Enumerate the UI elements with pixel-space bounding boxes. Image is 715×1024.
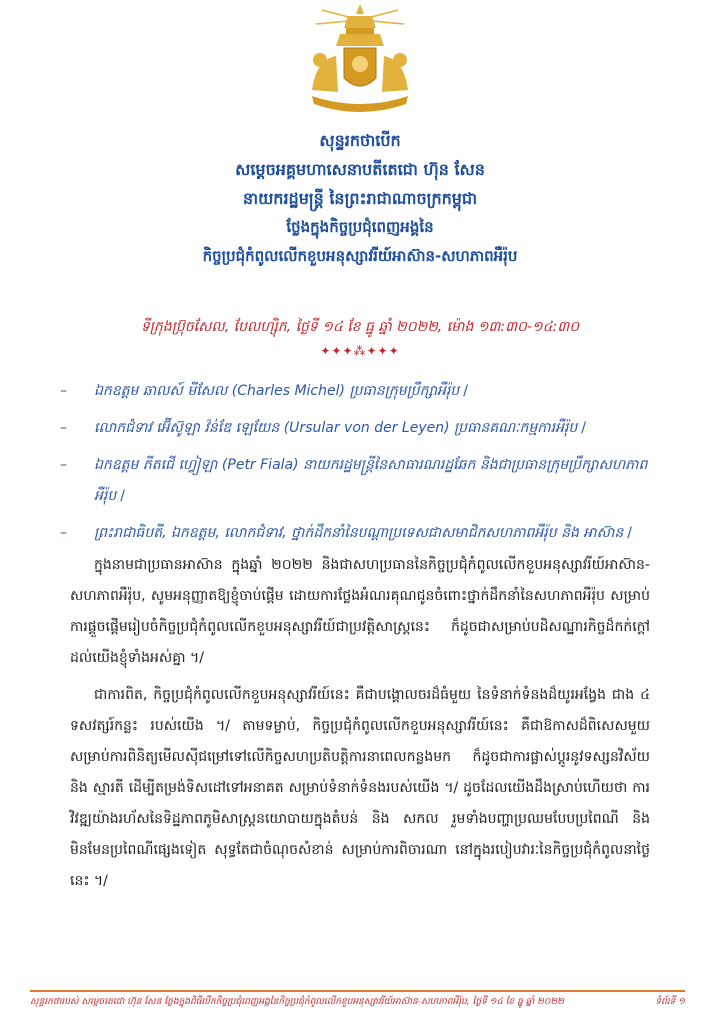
pause-mark: / [463,383,468,399]
royal-coat-of-arms-icon [292,0,428,120]
addressee-item [60,376,660,407]
title-line-4: ថ្លែងក្នុងកិច្ចប្រជុំពេញអង្គនៃ [286,218,434,236]
title-line-1: សុន្ទរកថាបើក [319,131,401,150]
addressee-text: ឯកឧត្តម ភីតជើ ហ្វៀឡា (Petr Fiala) នាយករដ្ឋមន្ត្រីនៃសាធារណរដ្ឋឆែក និងជាប្រធានក្រុមប្រឹក្សាសហភាពអឺរ៉ុប [94,457,648,504]
speech-body [70,550,650,903]
paragraph-1: ក្នុងនាមជាប្រធានអាស៊ាន ក្នុងឆ្នាំ ២០២២ និងជាសហប្រធាននៃកិច្ចប្រជុំកំពូលលើកខួបអនុស្សាវរីយ៍អាស៊ាន-សហភាពអឺរ៉ុប, សូមអនុញ្ញាតឱ្យខ្ញុំចាប់ផ្តើម ដោយការថ្លែងអំណរគុណជូនចំពោះថ្នាក់ដឹកនាំនៃសហភាពអឺរ៉ុប សម្រាប់ការផ្តួចផ្តើមរៀបចំកិច្ចប្រជុំកំពូលលើកខួបអនុស្សាវរីយ៍ជាប្រវត្តិសាស្ត្រនេះ ក៏ដូចជាសម្រាប់បដិសណ្ឋារកិច្ចដ៏កក់ក្តៅ ដល់យើងខ្ញុំទាំងអស់គ្នា ។/ [70,557,650,666]
paragraph-2: ជាការពិត, កិច្ចប្រជុំកំពូលលើកខួបអនុស្សាវរីយ៍នេះ គឺជាបង្គោលចរដ៏ធំមួយ នៃទំនាក់ទំនងដ៏យូរអង្វែង ជាង ៤ ទសវត្សរ៍កន្លះ របស់យើង ។/ តាមទម្លាប់, កិច្ចប្រជុំកំពូលលើកខួបអនុស្សាវរីយ៍នេះ គឺជាឱកាសដ៏ពិសេសមួយ សម្រាប់ការពិនិត្យមើលស៊ីជម្រៅទៅលើកិច្ចសហប្រតិបត្តិការនាពេលកន្លងមក ក៏ដូចជាការផ្លាស់ប្តូរនូវទស្សនវិស័យ និង ស្មារតី ដើម្បីតម្រង់ទិសដៅទៅអនាគត សម្រាប់ទំនាក់ទំនងរបស់យើង ។/ ដូចដែលយើងដឹងស្រាប់ហើយថា ការវិវឌ្ឍយ៉ាងរហ័សនៃទិដ្ឋភាពភូមិសាស្ត្រនយោបាយក្នុងតំបន់ និង សកល រួមទាំងបញ្ហាប្រឈមបែបប្រពៃណី និង មិនមែនប្រពៃណីផ្សេងទៀត សុទ្ធតែជាចំណុចសំខាន់ សម្រាប់ការពិចារណា នៅក្នុងរបៀបវារៈនៃកិច្ចប្រជុំកំពូលនាថ្ងៃនេះ ។/ [70,687,650,889]
addressee-text: លោកជំទាវ អ៊ើស៊ូឡា វ៉ន់ឌែ ឡេយែន (Ursular von der Leyen) ប្រធានគណៈកម្មការអឺរ៉ុប [94,420,578,436]
dash-marker: – [60,420,67,436]
title-line-3: នាយករដ្ឋមន្ត្រី នៃព្រះរាជាណាចក្រកម្ពុជា [242,189,478,208]
addressee-item [60,450,660,512]
addressee-text: ឯកឧត្តម ឆាលស៍ មីសែល (Charles Michel) ប្រធានក្រុមប្រឹក្សាអឺរ៉ុប [94,383,460,399]
pause-mark: / [120,488,125,504]
pause-mark: / [581,420,587,436]
dash-marker: – [60,525,67,541]
footer-caption: សុន្ទរកថារបស់ សម្តេចតេជោ ហ៊ុន សែន ថ្លែងក្នុងពិធីបើកកិច្ចប្រជុំពេញអង្គនៃកិច្ចប្រជុំកំពូលលើកខួបអនុស្សាវរីយ៍អាស៊ាន-សហភាពអឺរ៉ុប, ថ្ងៃទី ១៤ ខែ ធ្នូ ឆ្នាំ ២០២២ [30,997,564,1007]
title-line-2: សម្តេចអគ្គមហាសេនាបតីតេជោ ហ៊ុន សែន [235,160,485,179]
pause-mark: / [627,525,633,541]
title-block [60,126,660,271]
ornament-divider: ✦✦✦⁂✦✦✦ [320,344,400,358]
addressee-list [60,376,660,555]
page-number: ទំព័រទី ១ [655,997,685,1007]
dateline: ទីក្រុងប្រ៊ុចសែល, បែលហ្ស៊ិក, ថ្ងៃទី ១៤ ខែ ធ្នូ ឆ្នាំ ២០២២, ម៉ោង ១៣:៣០-១៤:៣០ [140,319,580,335]
dash-marker: – [60,383,67,399]
title-line-5: កិច្ចប្រជុំកំពូលលើកខួបអនុស្សាវរីយ៍អាស៊ាន-សហភាពអឺរ៉ុប [202,247,518,265]
addressee-item [60,518,660,549]
dash-marker: – [60,457,67,473]
addressee-item [60,413,660,444]
addressee-text: ព្រះរាជាធិបតី, ឯកឧត្តម, លោកជំទាវ, ថ្នាក់ដឹកនាំនៃបណ្តាប្រទេសជាសមាជិកសហភាពអឺរ៉ុប និង អាស៊ាន [94,525,624,541]
footer-rule [30,990,685,992]
page-footer [30,996,685,1009]
